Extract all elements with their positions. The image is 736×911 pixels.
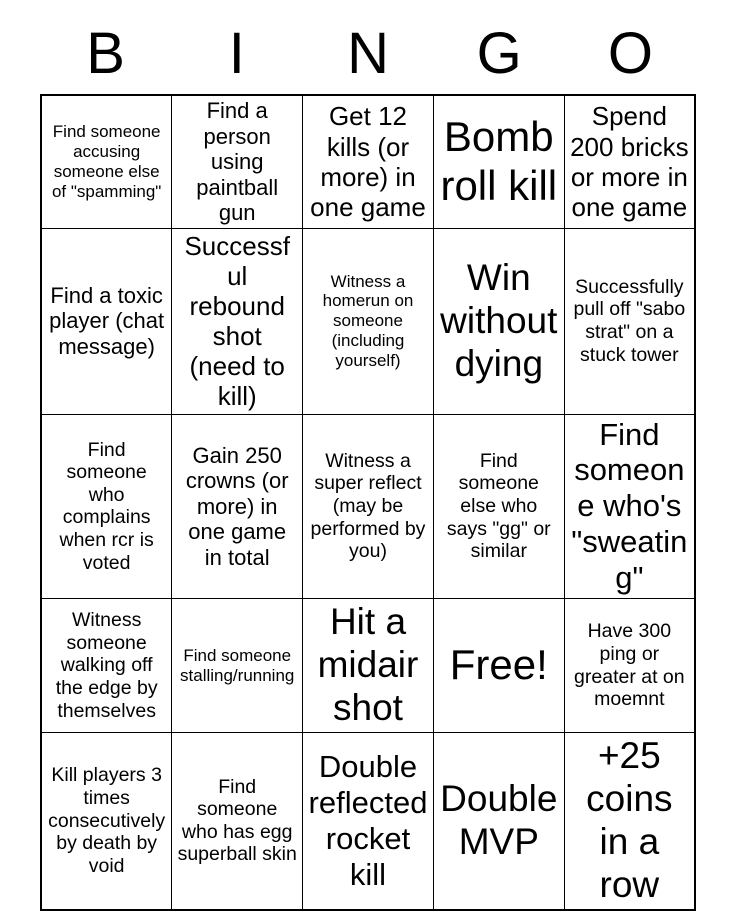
bingo-header	[40, 0, 696, 94]
bingo-cell[interactable]: Find a person using paintball gun	[172, 95, 303, 228]
header-letter-o: O	[607, 21, 653, 86]
bingo-cell[interactable]: Win without dying	[433, 228, 564, 414]
bingo-cell[interactable]: Find someone who complains when rcr is voted	[41, 414, 172, 599]
bingo-cell[interactable]: Get 12 kills (or more) in one game	[303, 95, 434, 228]
header-letter-n: N	[347, 21, 389, 86]
bingo-cell-free[interactable]: Free!	[433, 599, 564, 733]
bingo-cell[interactable]: Witness a homerun on someone (including yourself)	[303, 228, 434, 414]
bingo-cell[interactable]: Find someone else who says "gg" or similar	[433, 414, 564, 599]
bingo-cell[interactable]: Find someone who's "sweating"	[564, 414, 695, 599]
bingo-row	[41, 228, 695, 414]
header-letter-i: I	[228, 21, 245, 86]
bingo-row	[41, 599, 695, 733]
bingo-row	[41, 733, 695, 910]
bingo-cell[interactable]: Gain 250 crowns (or more) in one game in total	[172, 414, 303, 599]
bingo-cell[interactable]: Witness a super reflect (may be performed by you)	[303, 414, 434, 599]
bingo-grid	[40, 94, 696, 911]
bingo-cell[interactable]: Find a toxic player (chat message)	[41, 228, 172, 414]
header-letter-b: B	[86, 21, 125, 86]
bingo-cell[interactable]: Find someone stalling/running	[172, 599, 303, 733]
bingo-cell[interactable]: Have 300 ping or greater at on moemnt	[564, 599, 695, 733]
bingo-cell[interactable]: Successful rebound shot (need to kill)	[172, 228, 303, 414]
bingo-cell[interactable]: Double MVP	[433, 733, 564, 910]
bingo-cell[interactable]: Double reflected rocket kill	[303, 733, 434, 910]
bingo-cell[interactable]: +25 coins in a row	[564, 733, 695, 910]
bingo-cell[interactable]: Hit a midair shot	[303, 599, 434, 733]
bingo-cell[interactable]: Kill players 3 times consecutively by death by void	[41, 733, 172, 910]
bingo-cell[interactable]: Find someone accusing someone else of "spamming"	[41, 95, 172, 228]
bingo-cell[interactable]: Spend 200 bricks or more in one game	[564, 95, 695, 228]
bingo-row	[41, 414, 695, 599]
bingo-cell[interactable]: Witness someone walking off the edge by themselves	[41, 599, 172, 733]
bingo-cell[interactable]: Find someone who has egg superball skin	[172, 733, 303, 910]
header-letter-g: G	[476, 21, 522, 86]
bingo-cell[interactable]: Bomb roll kill	[433, 95, 564, 228]
bingo-row	[41, 95, 695, 228]
bingo-cell[interactable]: Successfully pull off "sabo strat" on a stuck tower	[564, 228, 695, 414]
